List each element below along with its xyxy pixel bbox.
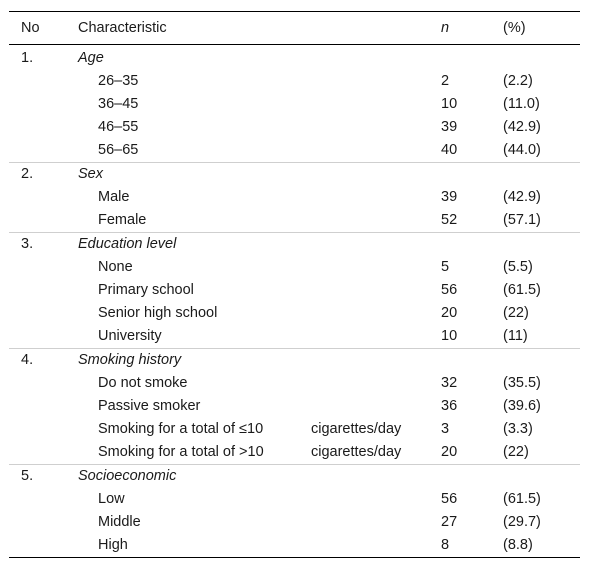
row-percent: (22): [503, 305, 529, 321]
row-n: 10: [441, 328, 458, 344]
section-number: 1.: [21, 50, 34, 66]
table-row: [9, 116, 580, 139]
section-title: Age: [78, 50, 104, 66]
row-percent: (3.3): [503, 421, 533, 437]
table-row: [9, 418, 580, 441]
row-n: 52: [441, 212, 458, 228]
row-percent: (35.5): [503, 375, 541, 391]
table-row: [9, 395, 580, 418]
row-percent: (44.0): [503, 142, 541, 158]
row-label: Primary school: [98, 282, 194, 298]
row-percent: (8.8): [503, 537, 533, 553]
row-label: University: [98, 328, 162, 344]
row-percent: (42.9): [503, 119, 541, 135]
row-n: 5: [441, 259, 450, 275]
row-n: 3: [441, 421, 450, 437]
table-header: [9, 12, 580, 45]
row-percent: (42.9): [503, 189, 541, 205]
header-n: n: [441, 20, 450, 36]
row-percent: (61.5): [503, 491, 541, 507]
header-pct: (%): [503, 20, 526, 36]
section-title: Education level: [78, 236, 177, 252]
header-characteristic: Characteristic: [78, 20, 167, 36]
row-percent: (5.5): [503, 259, 533, 275]
row-label: Passive smoker: [98, 398, 201, 414]
row-label-unit: cigarettes/day: [311, 421, 402, 437]
row-n: 32: [441, 375, 458, 391]
section-number: 4.: [21, 352, 34, 368]
section-number: 3.: [21, 236, 34, 252]
table-row: [9, 441, 580, 464]
row-percent: (11.0): [503, 96, 540, 112]
row-n: 2: [441, 73, 450, 89]
table-row: [9, 488, 580, 511]
header-no: No: [21, 20, 40, 36]
row-label: 26–35: [98, 73, 139, 89]
row-label: None: [98, 259, 133, 275]
row-percent: (2.2): [503, 73, 533, 89]
section-header-row: [9, 349, 580, 372]
row-n: 40: [441, 142, 458, 158]
table-row: [9, 256, 580, 279]
row-label: 46–55: [98, 119, 139, 135]
table-section: [9, 47, 580, 162]
row-label: Middle: [98, 514, 141, 530]
row-label: Senior high school: [98, 305, 218, 321]
row-label: Smoking for a total of ≤10: [98, 421, 264, 437]
section-header-row: [9, 47, 580, 70]
row-label: Male: [98, 189, 130, 205]
table-section: [9, 464, 580, 557]
row-n: 10: [441, 96, 458, 112]
table-row: [9, 534, 580, 557]
table-section: [9, 348, 580, 464]
row-percent: (61.5): [503, 282, 541, 298]
section-number: 5.: [21, 468, 34, 484]
table-row: [9, 186, 580, 209]
row-label: Low: [98, 491, 125, 507]
table-section: [9, 162, 580, 232]
table-row: [9, 209, 580, 232]
row-percent: (29.7): [503, 514, 541, 530]
table-section: [9, 232, 580, 348]
section-header-row: [9, 233, 580, 256]
table-row: [9, 93, 580, 116]
table-row: [9, 511, 580, 534]
table-row: [9, 70, 580, 93]
row-label: High: [98, 537, 128, 553]
row-label-unit: cigarettes/day: [311, 444, 402, 460]
row-n: 39: [441, 119, 458, 135]
section-header-row: [9, 465, 580, 488]
section-title: Smoking history: [78, 352, 182, 368]
table-body: [9, 47, 580, 557]
row-label: 56–65: [98, 142, 139, 158]
row-n: 39: [441, 189, 458, 205]
row-n: 56: [441, 282, 458, 298]
row-label: Smoking for a total of >10: [98, 444, 264, 460]
row-percent: (57.1): [503, 212, 541, 228]
table-row: [9, 139, 580, 162]
row-label: 36–45: [98, 96, 139, 112]
section-number: 2.: [21, 166, 34, 182]
row-n: 8: [441, 537, 450, 553]
row-percent: (11): [503, 328, 528, 344]
table-row: [9, 302, 580, 325]
section-header-row: [9, 163, 580, 186]
row-n: 56: [441, 491, 458, 507]
row-percent: (39.6): [503, 398, 541, 414]
row-n: 36: [441, 398, 458, 414]
row-label: Female: [98, 212, 147, 228]
row-n: 20: [441, 305, 458, 321]
section-title: Sex: [78, 166, 103, 182]
table-row: [9, 372, 580, 395]
table-row: [9, 325, 580, 348]
table-row: [9, 279, 580, 302]
characteristics-table: [9, 11, 580, 558]
row-label: Do not smoke: [98, 375, 188, 391]
row-n: 27: [441, 514, 458, 530]
section-title: Socioeconomic: [78, 468, 177, 484]
row-percent: (22): [503, 444, 529, 460]
row-n: 20: [441, 444, 458, 460]
